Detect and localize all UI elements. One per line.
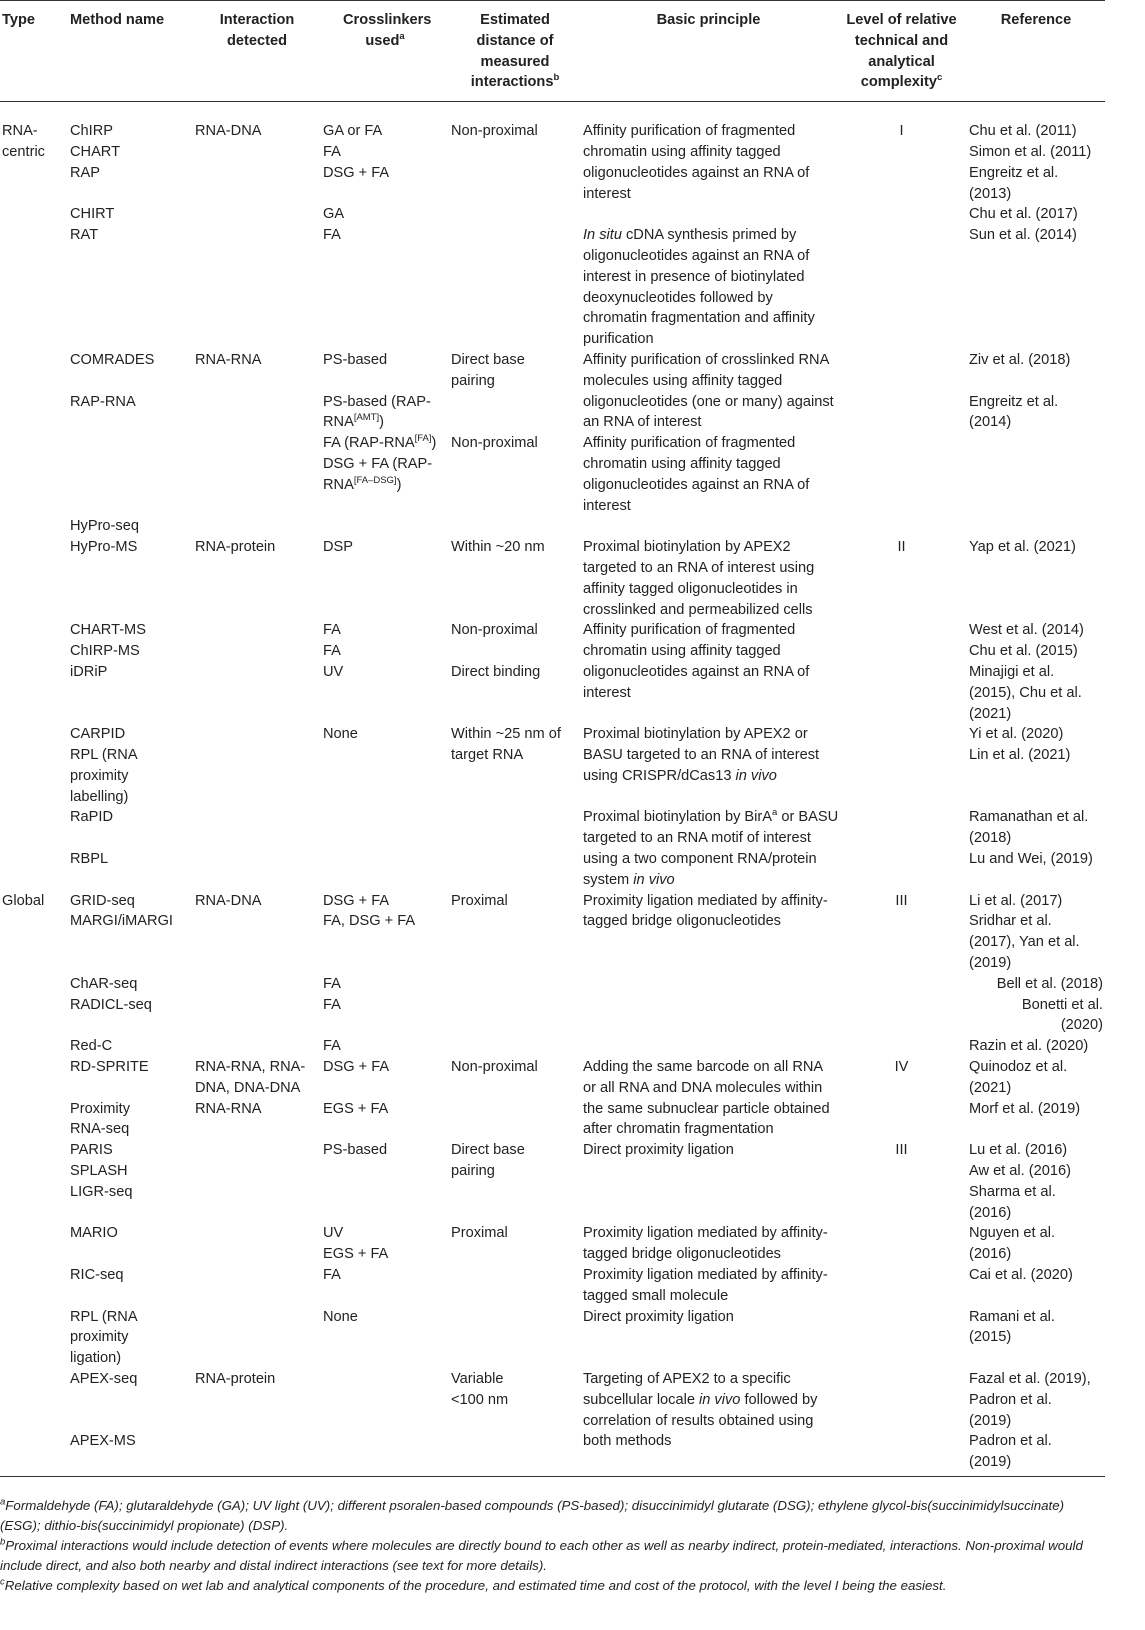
cell-method-name: APEX-MS [68,1431,193,1476]
cell-distance: Non-proximal [451,123,538,140]
cell-reference: Li et al. (2017) Sridhar et al. (2017), Yan et al. (2019) [969,892,1080,972]
cell-reference: Chu et al. (2017) [969,206,1078,223]
cell-type [0,1140,68,1223]
cell-method-name: RAT [70,227,99,244]
table-row [0,1057,1105,1099]
table-row [0,516,1105,620]
cell-type: Global [2,892,45,909]
cell-principle: Direct proximity ligation [583,1308,734,1325]
cell-complexity [836,350,967,392]
cell-reference: Yi et al. (2020) Lin et al. (2021) [969,726,1071,764]
cell-distance [449,392,581,434]
cell-principle: Proximal biotinylation by APEX2 or BASU targeted to an RNA of interest using CRISPR/dCas13 in vivo [583,726,820,784]
cell-reference: Sun et al. (2014) [969,227,1077,244]
cell-distance [449,1036,581,1057]
cell-type [0,225,68,350]
cell-type [0,1223,68,1265]
cell-distance: Variable <100 nm [451,1371,509,1408]
cell-reference: West et al. (2014) Chu et al. (2015) Minajigi et al. (2015), Chu et al. (2021) [969,622,1084,722]
cell-crosslinker [321,1369,449,1431]
cell-distance [449,1307,581,1369]
cell-interaction: RNA-protein [195,1371,276,1387]
table-row [0,891,1105,974]
cell-type [0,204,68,225]
header-method-name: Method name [68,1,193,102]
cell-interaction [193,974,321,1036]
cell-method-name: RAP-RNA [70,393,136,410]
table-row [0,807,1105,890]
cell-complexity: III [895,892,908,909]
cell-reference: Yap et al. (2021) [969,539,1076,556]
cell-distance [449,1265,581,1307]
cell-method-name: ChAR-seq RADICL-seq [70,975,152,1013]
table-row [0,1265,1105,1307]
cell-crosslinker: FA FA [323,975,341,1013]
table-row [0,392,1105,434]
cell-complexity [836,1265,967,1307]
cell-principle [581,974,836,1036]
cell-distance: Direct base pairing [451,1142,525,1180]
cell-interaction [193,225,321,350]
cell-method-name [68,433,193,516]
cell-distance [449,204,581,225]
cell-complexity [836,1099,967,1141]
footnote-a [0,1496,1105,1536]
cell-type [0,724,68,807]
cell-complexity [836,204,967,225]
footnote-mark: c [0,1576,5,1588]
cell-principle: Adding the same barcode on all RNA or all RNA and DNA molecules within [583,1059,824,1096]
cell-type [0,350,68,392]
cell-reference: Lu et al. (2016) Aw et al. (2016) Sharma et al. (2016) [969,1142,1071,1221]
cell-method-name: RD-SPRITE [70,1059,149,1076]
cell-crosslinker: None [323,1308,358,1325]
cell-distance: Proximal [451,1225,508,1242]
cell-complexity [836,1223,967,1265]
table-row [0,225,1105,350]
footnote-c [0,1576,1105,1596]
table-row [0,1223,1105,1265]
table-body [0,102,1105,1477]
cell-complexity [836,724,967,807]
cell-reference: Bell et al. (2018) Bonetti et al. (2020) [996,975,1103,1034]
table-row [0,102,1105,205]
cell-distance: Non-proximal [451,435,538,452]
cell-type [0,392,68,434]
cell-complexity: II [897,539,906,556]
cell-complexity [836,225,967,350]
cell-principle: Proximal biotinylation by BirA$^a$ or BASU targeted to an RNA motif of interest using a two component RNA/protein system in vivo [583,807,839,888]
cell-interaction [193,392,321,434]
cell-complexity [836,392,967,434]
cell-principle [581,1036,836,1057]
cell-reference: Quinodoz et al. (2021) [969,1059,1068,1096]
cell-distance [449,225,581,350]
cell-type [0,433,68,516]
cell-complexity [836,807,967,890]
cell-distance: Within ~20 nm [451,539,545,556]
cell-reference: Chu et al. (2011) Simon et al. (2011) Engreitz et al. (2013) [969,123,1092,202]
cell-method-name: RPL (RNA proximity ligation) [70,1308,138,1367]
cell-principle: Affinity purification of fragmented chromatin using affinity tagged oligonucleotides against an RNA of interest [583,435,810,514]
cell-reference: Nguyen et al. (2016) [969,1225,1055,1263]
cell-reference: Engreitz et al. (2014) [969,393,1059,431]
footnote-text: Formaldehyde (FA); glutaraldehyde (GA); UV light (UV); different psoralen-based compounds (PS-based); disuccinimidyl glutarate (DSG); ethylene glycol-bis(succinimidylsuccinate) (ESG); dithio-bis(succinimidyl propionate) (DSP). [0,1498,1065,1533]
cell-principle: In situ cDNA synthesis primed by oligonucleotides against an RNA of interest in presence of biotinylated deoxynucleotides followed by chromatin fragmentation and affinity purification [583,227,815,348]
cell-crosslinker: PS-based [323,1142,388,1159]
cell-method-name: ChIRP CHART RAP [70,123,121,181]
cell-crosslinker: FA [323,1267,341,1284]
cell-distance [449,1099,581,1141]
cell-type [0,1057,68,1099]
table-row [0,620,1105,724]
cell-principle: Proximity ligation mediated by affinity- tagged small molecule [583,1267,828,1304]
cell-method-name: Red-C [70,1038,113,1055]
cell-interaction: RNA-DNA [195,123,262,140]
cell-interaction [193,433,321,516]
cell-principle: oligonucleotides (one or many) against an RNA of interest [583,393,834,431]
cell-crosslinker [321,807,449,890]
cell-reference: Fazal et al. (2019), Padron et al. (2019) [969,1371,1091,1429]
cell-interaction: RNA-protein [195,539,276,556]
cell-reference [967,433,1105,516]
cell-crosslinker: None [323,726,358,743]
header-interaction-detected: Interaction detected [193,1,321,102]
table-row [0,1140,1105,1223]
cell-interaction [193,724,321,807]
cell-type [0,1036,68,1057]
cell-reference: Ramanathan et al. (2018) Lu and Wei, (2019) [969,809,1093,868]
cell-reference: Padron et al. (2019) [967,1431,1105,1476]
cell-interaction [193,204,321,225]
cell-type [0,974,68,1036]
table-row [0,1307,1105,1369]
cell-crosslinker: FA FA UV [323,622,344,680]
cell-interaction: RNA-RNA [195,351,262,368]
footnotes [0,1496,1105,1596]
header-crosslinkers: Crosslinkers used$^a$ [321,1,449,102]
cell-method-name: PARIS SPLASH LIGR-seq [70,1142,133,1200]
cell-crosslinker: GA or FA FA DSG + FA [323,123,390,181]
cell-distance: Direct base pairing [451,351,525,389]
cell-interaction [193,1223,321,1265]
cell-complexity [836,974,967,1036]
cell-crosslinker: DSP [323,539,354,556]
cell-interaction [193,1431,321,1476]
cell-method-name: Proximity RNA-seq [70,1100,130,1138]
cell-complexity: I [899,123,904,140]
cell-type [0,807,68,890]
cell-complexity: IV [894,1059,909,1076]
cell-crosslinker: DSG + FA FA, DSG + FA [323,892,416,930]
header-reference: Reference [967,1,1105,102]
cell-complexity [836,620,967,724]
header-complexity: Level of relative technical and analytical complexity$^c$ [836,1,967,102]
cell-principle: Proximity ligation mediated by affinity- tagged bridge oligonucleotides [583,1225,828,1263]
cell-principle: both methods [581,1431,836,1476]
cell-principle: Proximal biotinylation by APEX2 targeted to an RNA of interest using affinity tagged oligonucleotides in crosslinked and permeabilized cells [583,539,815,618]
cell-distance [449,974,581,1036]
table-row [0,204,1105,225]
table-row [0,724,1105,807]
cell-type [0,516,68,620]
cell-complexity [836,1036,967,1057]
cell-method-name: COMRADES [70,351,155,368]
cell-complexity [836,1431,967,1476]
cell-complexity [836,1307,967,1369]
table-row [0,1431,1105,1476]
cell-reference: Ziv et al. (2018) [969,351,1071,368]
cell-crosslinker: GA [323,206,345,223]
cell-method-name: RaPID RBPL [70,809,113,868]
cell-method-name: CHART-MS ChIRP-MS iDRiP [70,622,146,680]
cell-interaction: RNA-RNA [195,1100,262,1117]
cell-method-name: HyPro-seq HyPro-MS [70,518,139,556]
cell-distance: Proximal [451,892,508,909]
cell-principle [581,204,836,225]
cell-interaction [193,620,321,724]
footnote-text: Proximal interactions would include detection of events where molecules are directly bound to each other as well as nearby indirect, protein-mediated, interactions. Non-proximal would include direct, and also both nearby and distal indirect interactions (see text for more details). [0,1538,1083,1573]
cell-complexity [836,433,967,516]
cell-distance [449,807,581,890]
cell-crosslinker: PS-based [323,351,388,368]
cell-principle: Proximity ligation mediated by affinity- tagged bridge oligonucleotides [583,892,828,930]
cell-method-name: APEX-seq [70,1371,138,1387]
header-type: Type [0,1,68,102]
cell-distance: Within ~25 nm of target RNA [451,726,561,764]
cell-principle: Affinity purification of crosslinked RNA molecules using affinity tagged [583,351,830,389]
cell-interaction [193,1307,321,1369]
cell-crosslinker [321,1431,449,1476]
cell-crosslinker: UV EGS + FA [323,1225,389,1263]
cell-complexity [836,1369,967,1431]
cell-type [0,1307,68,1369]
cell-principle: Affinity purification of fragmented chromatin using affinity tagged oligonucleotides against an RNA of interest [583,622,810,701]
cell-type [0,1099,68,1141]
cell-method-name: GRID-seq MARGI/iMARGI [70,892,173,930]
cell-type [0,1369,68,1431]
table-row [0,350,1105,392]
cell-type [0,1431,68,1476]
cell-reference: Razin et al. (2020) [969,1038,1089,1055]
header-estimated-distance: Estimated distance of measured interactions$^b$ [449,1,581,102]
footnote-mark: a [0,1496,6,1508]
cell-distance [449,1431,581,1476]
cell-method-name: CARPID RPL (RNA proximity labelling) [70,726,138,805]
cell-principle: Targeting of APEX2 to a specific subcellular locale in vivo followed by correlation of results obtained using [583,1371,818,1429]
cell-type: RNA- centric [2,123,45,160]
cell-distance: Non-proximal [451,1059,538,1076]
table-row [0,433,1105,516]
cell-crosslinker: FA (RAP-RNA[FA]) DSG + FA (RAP- RNA[FA–DSG]) [323,433,437,493]
cell-method-name: CHIRT [70,206,115,223]
header-basic-principle: Basic principle [581,1,836,102]
cell-interaction [193,1036,321,1057]
cell-principle: the same subnuclear particle obtained after chromatin fragmentation [583,1100,830,1138]
cell-method-name: MARIO [70,1225,118,1242]
cell-type [0,1265,68,1307]
cell-principle: Affinity purification of fragmented chromatin using affinity tagged oligonucleotides against an RNA of interest [583,123,810,202]
cell-method-name: RIC-seq [70,1267,124,1284]
table-header [0,1,1105,102]
cell-interaction [193,807,321,890]
table-row [0,1099,1105,1141]
cell-interaction [193,1140,321,1223]
cell-crosslinker: DSG + FA [323,1059,390,1076]
cell-reference: Morf et al. (2019) [969,1100,1081,1117]
cell-type [0,620,68,724]
footnote-b [0,1536,1105,1576]
footnote-text: Relative complexity based on wet lab and analytical components of the procedure, and estimated time and cost of the protocol, with the level I being the easiest. [4,1578,947,1593]
footnote-mark: b [0,1536,6,1548]
cell-reference: Cai et al. (2020) [969,1267,1073,1284]
cell-principle: Direct proximity ligation [583,1142,734,1159]
table-row [0,974,1105,1036]
cell-crosslinker: FA [323,227,341,244]
cell-reference: Ramani et al. (2015) [969,1308,1055,1346]
cell-crosslinker: EGS + FA [323,1100,389,1117]
cell-complexity: III [895,1142,908,1159]
cell-interaction: RNA-DNA [195,892,262,909]
cell-distance: Non-proximal Direct binding [451,622,541,680]
cell-interaction [193,1265,321,1307]
cell-crosslinker: FA [323,1038,341,1055]
cell-crosslinker: PS-based (RAP- RNA[AMT]) [323,393,431,431]
cell-interaction: RNA-RNA, RNA- DNA, DNA-DNA [195,1059,306,1096]
table-row [0,1369,1105,1431]
table-row [0,1036,1105,1057]
